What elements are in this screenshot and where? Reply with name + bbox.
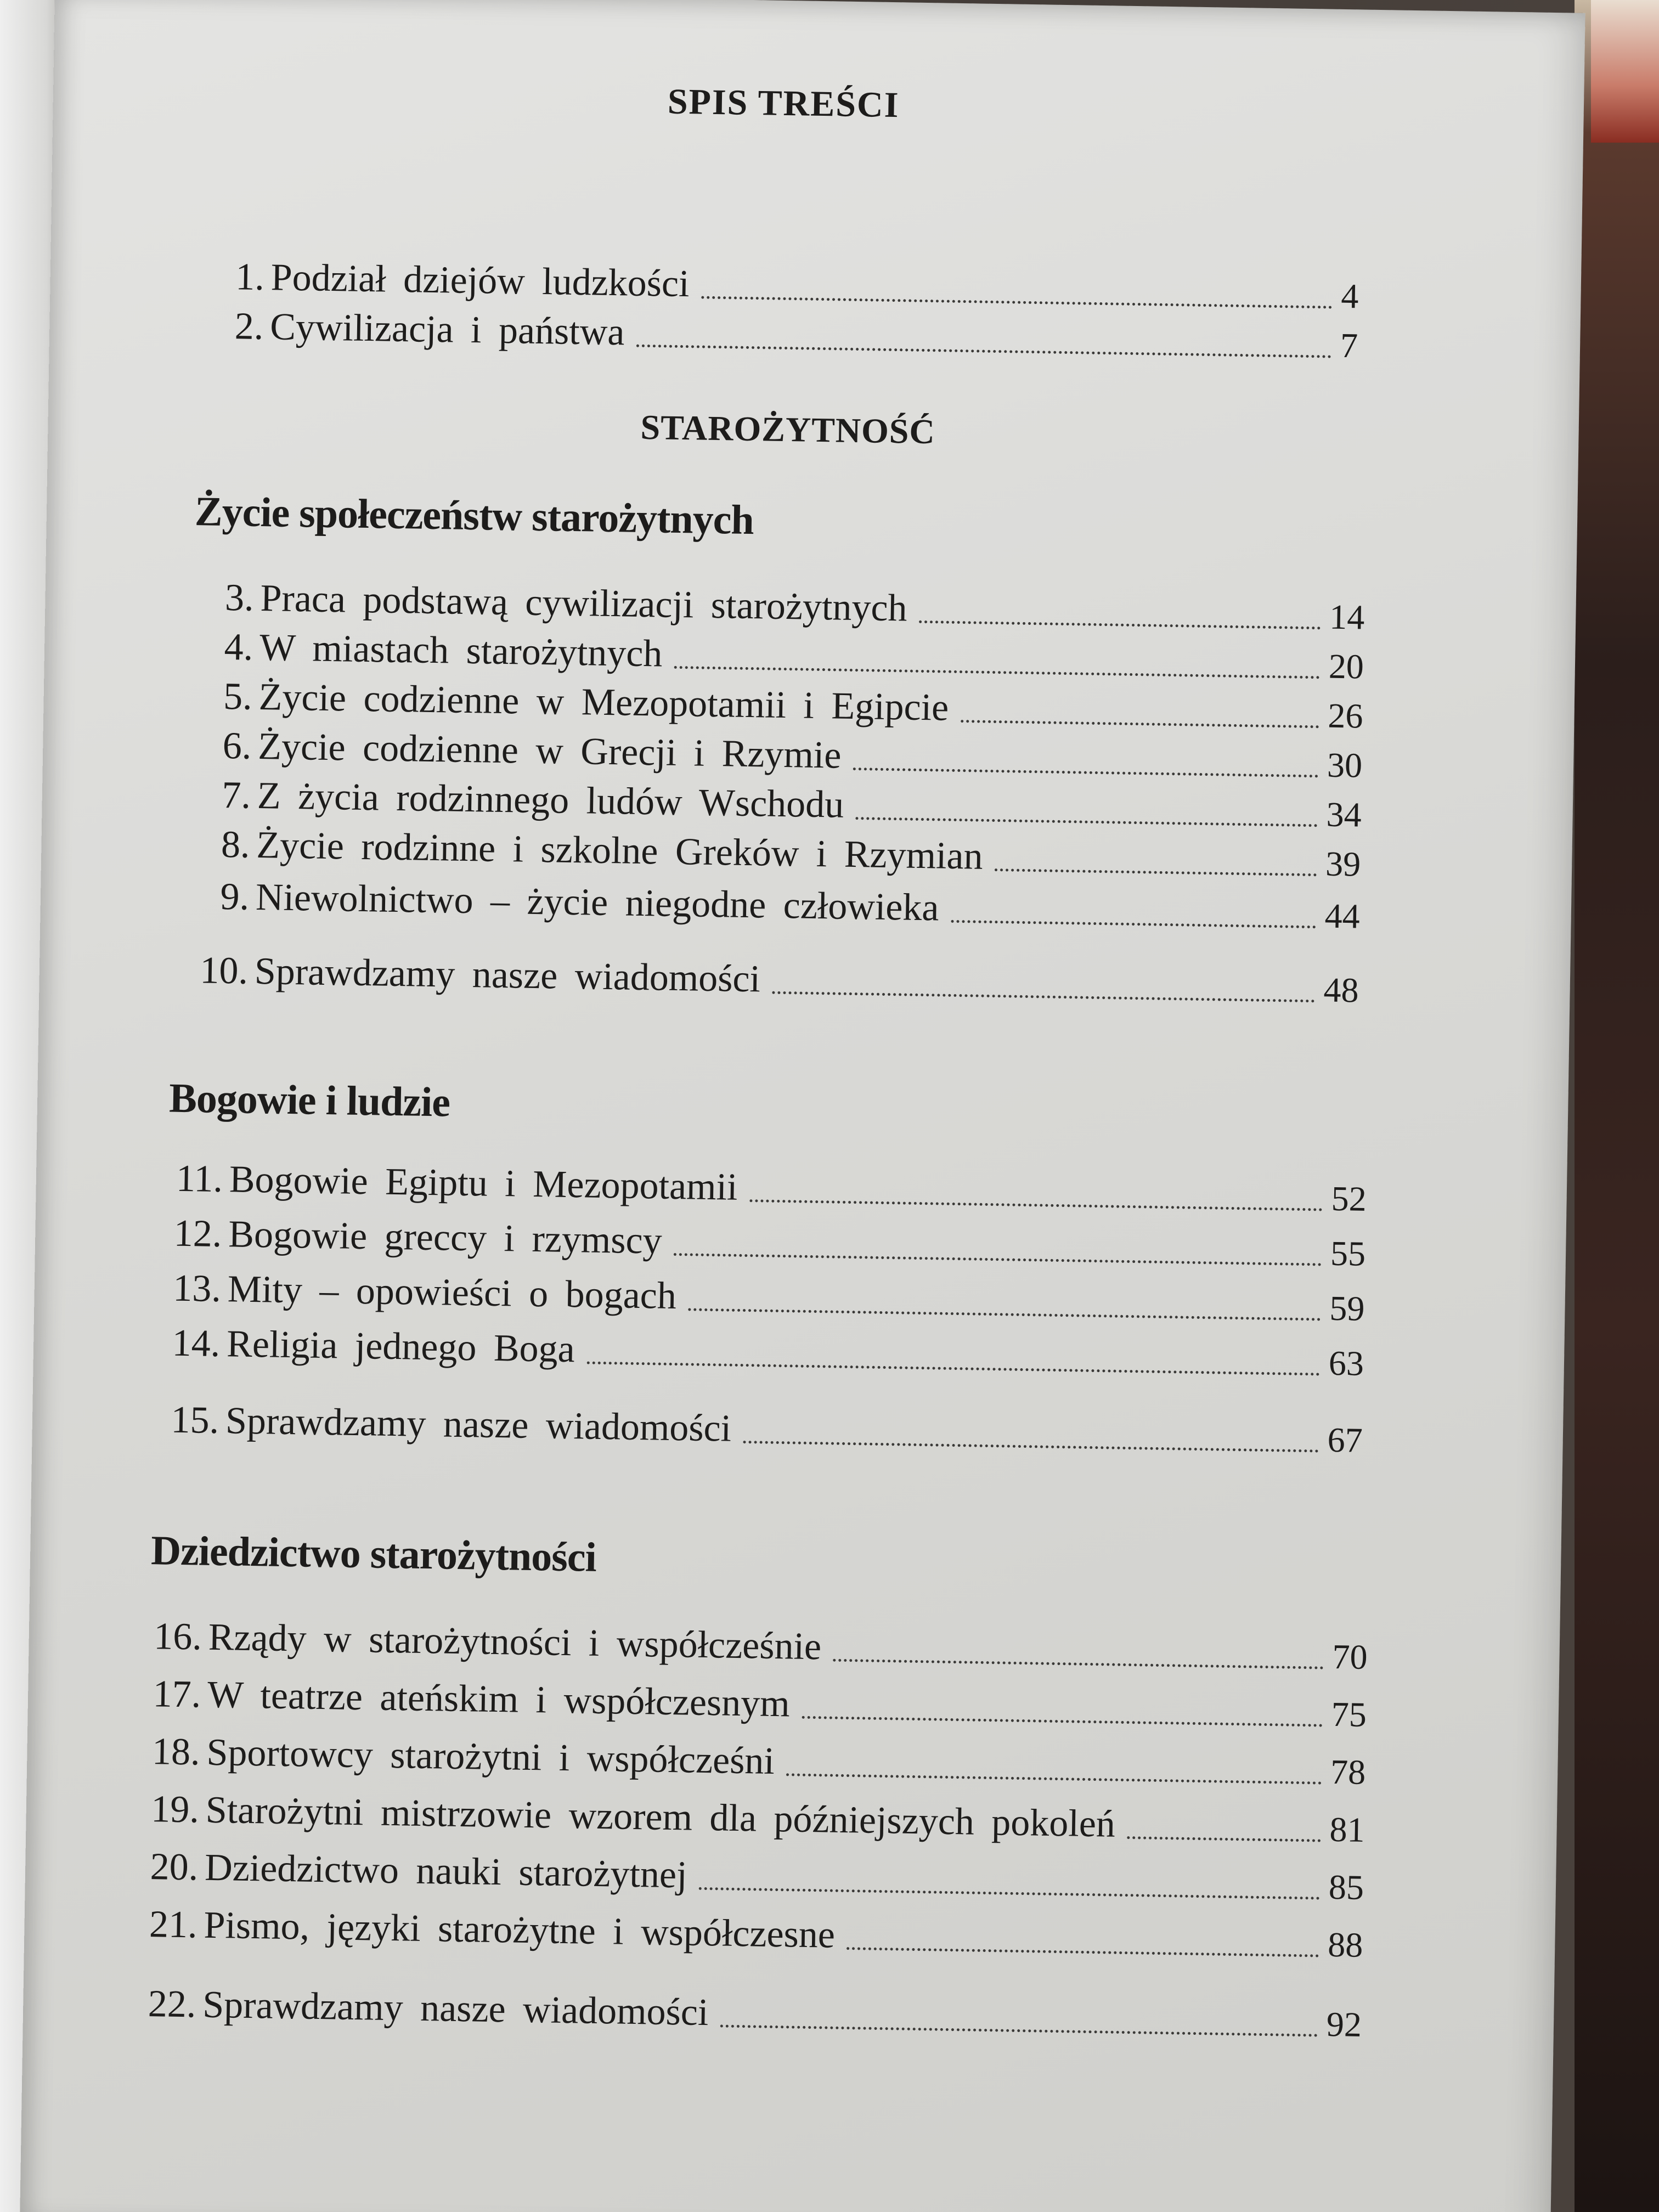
entry-page: 4 [1340, 276, 1359, 316]
dot-leader [919, 620, 1321, 629]
entry-number: 19. [150, 1788, 200, 1831]
dot-leader [853, 768, 1318, 777]
entry-page: 92 [1326, 2004, 1362, 2044]
entry-page: 34 [1326, 794, 1362, 834]
toc-entry [155, 1392, 1363, 1461]
entry-page: 67 [1327, 1420, 1363, 1460]
page-edge-background [1575, 0, 1659, 2212]
entry-number: 20. [150, 1846, 199, 1889]
toc-entry [184, 943, 1359, 1011]
toc-entry [136, 1782, 1365, 1850]
entry-number: 22. [148, 1983, 196, 2026]
entry-number: 2. [234, 305, 264, 348]
entry-title: Religia jednego Boga [226, 1323, 575, 1371]
dot-leader [688, 1308, 1321, 1321]
entry-page: 78 [1330, 1752, 1366, 1792]
entry-number: 1. [235, 256, 265, 299]
dot-leader [720, 2025, 1318, 2037]
entry-title: Życie codzienne w Mezopotamii i Egipcie [258, 676, 949, 729]
entry-page: 20 [1328, 646, 1364, 686]
dot-leader [674, 666, 1320, 679]
entry-title: Z życia rodzinnego ludów Wschodu [257, 774, 844, 826]
entry-page: 59 [1329, 1288, 1365, 1328]
entry-page: 48 [1323, 970, 1359, 1010]
entry-title: Praca podstawą cywilizacji starożytnych [259, 577, 908, 630]
entry-title: Niewolnictwo – życie niegodne człowieka [255, 876, 940, 929]
entry-page: 14 [1329, 597, 1365, 637]
dot-leader [586, 1362, 1319, 1376]
entry-title: Pismo, języki starożytne i współczesne [203, 1904, 836, 1956]
toc-entry [135, 1839, 1364, 1908]
book-page [20, 0, 1585, 2212]
dot-leader [1127, 1836, 1321, 1842]
group-title: Bogowie i ludzie [168, 1075, 450, 1126]
entry-number: 11. [176, 1157, 223, 1201]
entry-number: 9. [219, 875, 250, 918]
dot-leader [749, 1199, 1322, 1211]
dot-leader [699, 1887, 1320, 1900]
group-title: Dziedzictwo starożytności [150, 1527, 597, 1581]
entry-page: 55 [1330, 1233, 1366, 1273]
entry-title: Rządy w starożytności i współcześnie [208, 1616, 822, 1668]
entry-number: 12. [173, 1212, 222, 1256]
toc-entry [137, 1724, 1366, 1793]
entry-title: Sprawdzamy nasze wiadomości [225, 1400, 732, 1450]
entry-title: W teatrze ateńskim i współczesnym [207, 1673, 791, 1725]
entry-number: 4. [224, 626, 253, 669]
dot-leader [802, 1716, 1322, 1727]
entry-page: 7 [1340, 325, 1358, 365]
entry-page: 39 [1325, 844, 1361, 884]
entry-number: 16. [153, 1615, 202, 1658]
entry-number: 8. [221, 823, 251, 866]
entry-number: 14. [172, 1322, 221, 1365]
entry-number: 3. [224, 577, 255, 619]
entry-title: Bogowie greccy i rzymscy [228, 1213, 663, 1262]
entry-page: 26 [1327, 696, 1364, 736]
dot-leader [847, 1947, 1319, 1957]
entry-title: Podział dziejów ludzkości [270, 256, 690, 306]
entry-page: 85 [1328, 1867, 1364, 1907]
entry-title: Bogowie Egiptu i Mezopotamii [229, 1158, 738, 1209]
entry-page: 70 [1331, 1637, 1368, 1677]
group-title: Życie społeczeństw starożytnych [194, 488, 754, 544]
dot-leader [636, 345, 1331, 358]
entry-number: 21. [149, 1903, 198, 1946]
background-object [1591, 0, 1659, 143]
dot-leader [701, 296, 1332, 309]
entry-number: 6. [222, 724, 252, 768]
page-title: SPIS TREŚCI [667, 81, 900, 126]
toc-entry [133, 1977, 1362, 2045]
entry-number: 5. [223, 675, 253, 718]
section-title: STAROŻYTNOŚĆ [640, 407, 936, 452]
entry-title: Mity – opowieści o bogach [227, 1268, 677, 1318]
dot-leader [856, 817, 1318, 827]
entry-number: 13. [172, 1267, 222, 1311]
dot-leader [833, 1659, 1324, 1669]
toc-entry [138, 1609, 1368, 1678]
entry-page: 75 [1331, 1694, 1367, 1734]
entry-page: 81 [1329, 1809, 1365, 1849]
dot-leader [674, 1253, 1322, 1266]
entry-page: 44 [1324, 896, 1361, 936]
entry-page: 88 [1327, 1925, 1363, 1965]
entry-title: Życie rodzinne i szkolne Greków i Rzymian [256, 823, 984, 878]
entry-title: Sportowcy starożytni i współcześni [206, 1731, 775, 1782]
entry-title: W miastach starożytnych [259, 627, 663, 675]
entry-title: Dziedzictwo nauki starożytnej [204, 1846, 688, 1897]
entry-page: 52 [1331, 1178, 1367, 1218]
entry-title: Życie codzienne w Grecji i Rzymie [257, 725, 842, 777]
entry-number: 18. [151, 1730, 201, 1774]
toc-entry [138, 1667, 1367, 1735]
dot-leader [995, 868, 1317, 876]
entry-page: 63 [1328, 1343, 1364, 1383]
toc-entry [134, 1897, 1363, 1966]
dot-leader [743, 1441, 1319, 1452]
entry-number: 10. [199, 949, 249, 992]
entry-title: Sprawdzamy nasze wiadomości [254, 950, 761, 1001]
entry-title: Starożytni mistrzowie wzorem dla późniejszych pokoleń [205, 1788, 1116, 1846]
dot-leader [786, 1773, 1322, 1784]
entry-number: 7. [221, 774, 251, 817]
dot-leader [961, 720, 1319, 728]
entry-number: 15. [170, 1398, 219, 1442]
entry-page: 30 [1327, 745, 1363, 785]
entry-title: Sprawdzamy nasze wiadomości [202, 1983, 709, 2034]
entry-number: 17. [153, 1673, 201, 1716]
dot-leader [772, 991, 1315, 1003]
entry-title: Cywilizacja i państwa [269, 306, 625, 354]
dot-leader [951, 920, 1316, 928]
